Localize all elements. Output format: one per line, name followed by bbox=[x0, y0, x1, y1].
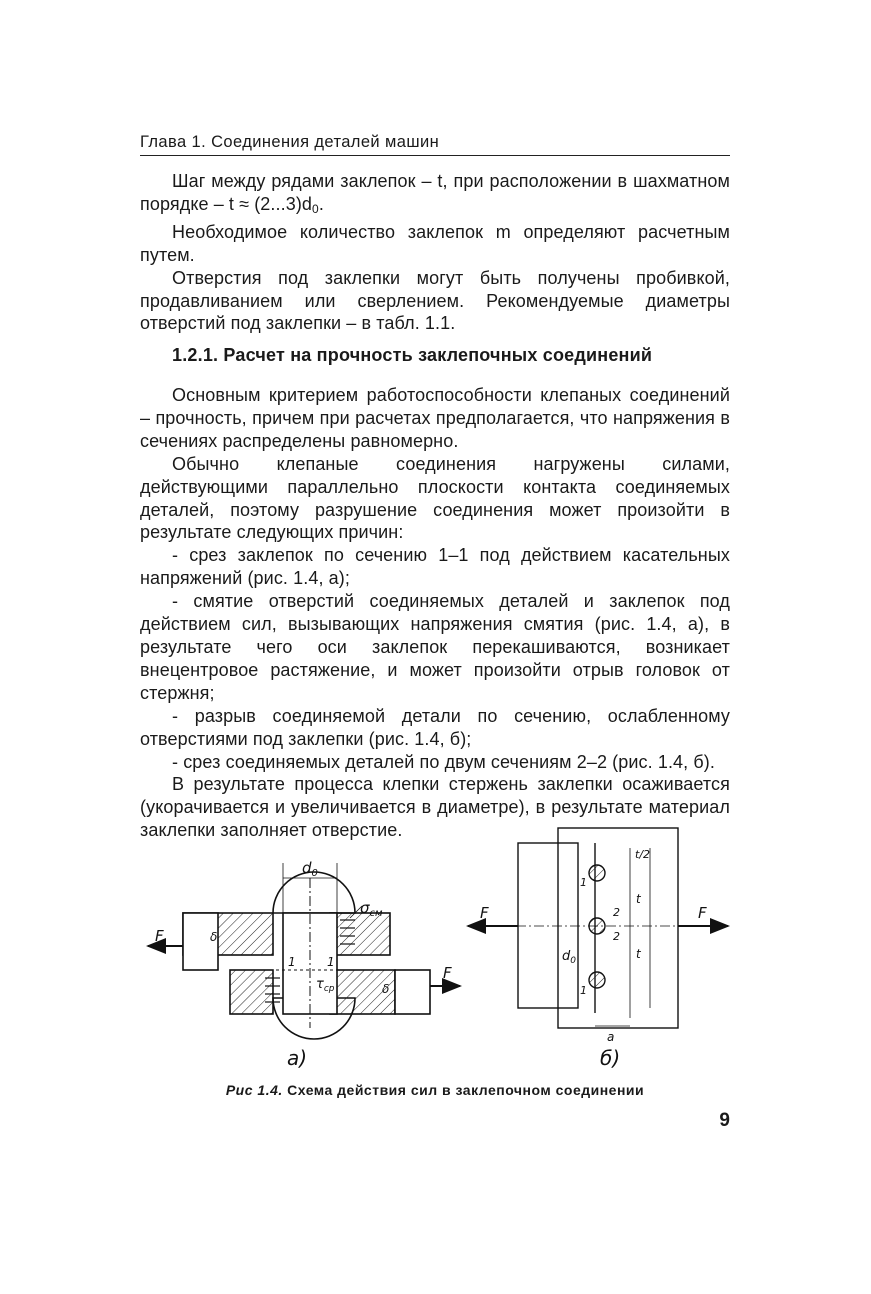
paragraph: Основным критерием работоспособности клепаных соединений – прочность, причем при расчетах предполагается, что напряжения в сечениях распределены равномерно. bbox=[140, 385, 730, 451]
paragraph: Шаг между рядами заклепок – t, при расположении в шахматном порядке – $t \approx (2...3)d_0$. bbox=[140, 171, 730, 216]
figure-1-4 bbox=[140, 818, 740, 1088]
section-number: 1 bbox=[288, 955, 296, 969]
part-a-label: а) bbox=[287, 1046, 308, 1070]
figure-caption bbox=[140, 1082, 730, 1098]
top-plate-right bbox=[330, 913, 390, 955]
paragraph: В результате процесса клепки стержень заклепки осаживается (укорачивается и увеличивается в диаметре), в результате материал заклепки заполняет отверстие. bbox=[140, 774, 730, 841]
paragraph: Отверстия под заклепки могут быть получены пробивкой, продавливанием или сверлением. Рекомендуемые диаметры отверстий под заклепки – в табл. 1.1. bbox=[140, 267, 730, 334]
d0-label: $d_0$ bbox=[302, 859, 318, 879]
section-body bbox=[140, 384, 730, 842]
sigma-label: $\sigma_{см}$ bbox=[360, 899, 383, 919]
page-number: 9 bbox=[719, 1110, 730, 1131]
t-half-label: t/2 bbox=[635, 848, 651, 861]
force-label: F bbox=[480, 904, 489, 922]
t-label: t bbox=[636, 892, 641, 906]
plate-end bbox=[395, 970, 430, 1014]
list-item: - разрыв соединяемой детали по сечению, ослабленному отверстиями под заклепки (рис. 1.4, б); bbox=[140, 705, 730, 749]
part-b-label: б) bbox=[600, 1046, 621, 1070]
figure-part-b bbox=[468, 828, 728, 1070]
a-label: a bbox=[607, 1030, 615, 1044]
running-header: Глава 1. Соединения деталей машин bbox=[140, 133, 730, 156]
section-heading: 1.2.1. Расчет на прочность заклепочных соединений bbox=[172, 345, 653, 365]
plate-left bbox=[518, 843, 578, 1008]
d0-label: $d_0$ bbox=[562, 949, 576, 966]
force-label: F bbox=[155, 927, 164, 945]
section-number: 2 bbox=[613, 930, 620, 943]
paragraph: Обычно клепаные соединения нагружены силами, действующими параллельно плоскости контакта соединяемых деталей, поэтому разрушение соединения может произойти в результате следующих причин: bbox=[140, 453, 730, 543]
thickness-label: δ bbox=[210, 930, 218, 944]
rivet bbox=[589, 972, 605, 988]
list-item: - смятие отверстий соединяемых деталей и заклепок под действием сил, вызывающих напряжения смятия (рис. 1.4, а), в результате чего оси заклепок перекашиваются, возникает внецентровое растяжение, и может произойти отрыв головок от стержня; bbox=[140, 591, 730, 703]
paragraph: Необходимое количество заклепок m определяют расчетным путем. bbox=[140, 221, 730, 265]
caption-number: Рис 1.4. bbox=[225, 1082, 283, 1098]
section-number: 2 bbox=[613, 906, 620, 919]
section-number: 1 bbox=[327, 955, 335, 969]
tau-label: $\tau_{ср}$ bbox=[316, 977, 335, 994]
thickness-label: δ bbox=[382, 982, 390, 996]
rivet bbox=[589, 865, 605, 881]
figure-part-a bbox=[148, 859, 460, 1070]
list-item: - срез заклепок по сечению 1–1 под действием касательных напряжений (рис. 1.4, а); bbox=[140, 545, 730, 589]
force-label: F bbox=[443, 964, 452, 982]
force-label: F bbox=[698, 904, 707, 922]
section-number: 1 bbox=[580, 984, 587, 997]
bottom-plate-left bbox=[230, 970, 273, 1014]
section-number: 1 bbox=[580, 876, 587, 889]
list-item: - срез соединяемых деталей по двум сечениям 2–2 (рис. 1.4, б). bbox=[172, 751, 715, 772]
intro-text bbox=[140, 170, 730, 335]
t-label: t bbox=[636, 947, 641, 961]
rivet-diagram bbox=[140, 818, 740, 1088]
caption-text: Схема действия сил в заклепочном соединении bbox=[287, 1082, 645, 1098]
